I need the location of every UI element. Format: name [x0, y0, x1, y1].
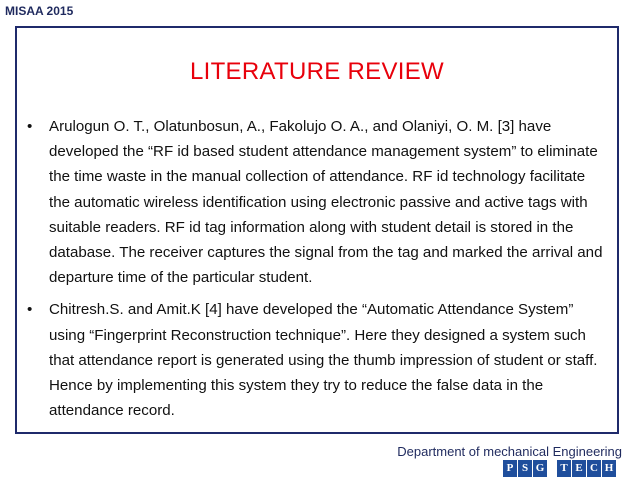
psg-tech-logo	[503, 460, 617, 477]
logo-spacer	[548, 460, 556, 477]
bullet-text: Arulogun O. T., Olatunbosun, A., Fakolujo O. A., and Olaniyi, O. M. [3] have developed the “RF id based student attendance management system” to eliminate the time waste in the manual collection of attendance. RF id technology facilitate the automatic wireless identification using electronic passive and active tags with suitable readers. RF id tag information along with student detail is stored in the database. The receiver captures the signal from the tag and marked the arrival and departure time of the particular student.	[49, 118, 603, 287]
conference-label: MISAA 2015	[5, 4, 74, 18]
logo-letter: E	[572, 460, 586, 477]
bullet-text: Chitresh.S. and Amit.K [4] have developed the “Automatic Attendance System” using “Fingerprint Reconstruction technique”. Here they designed a system such that attendance report is generated using the thumb impression of student or staff. Hence by implementing this system they try to reduce the false data in the attendance record.	[49, 301, 598, 420]
bullet-marker: •	[27, 118, 33, 135]
logo-letter: S	[518, 460, 532, 477]
logo-letter: P	[503, 460, 517, 477]
bullet-item	[27, 297, 603, 423]
bullet-item	[27, 114, 603, 290]
department-label: Department of mechanical Engineering	[397, 444, 622, 459]
bullet-list	[27, 114, 603, 430]
logo-letter: G	[533, 460, 547, 477]
logo-letter: T	[557, 460, 571, 477]
logo-letter: C	[587, 460, 601, 477]
logo-letter: H	[602, 460, 616, 477]
bullet-marker: •	[27, 301, 33, 319]
slide-frame	[15, 26, 619, 434]
slide-title: LITERATURE REVIEW	[189, 58, 445, 85]
